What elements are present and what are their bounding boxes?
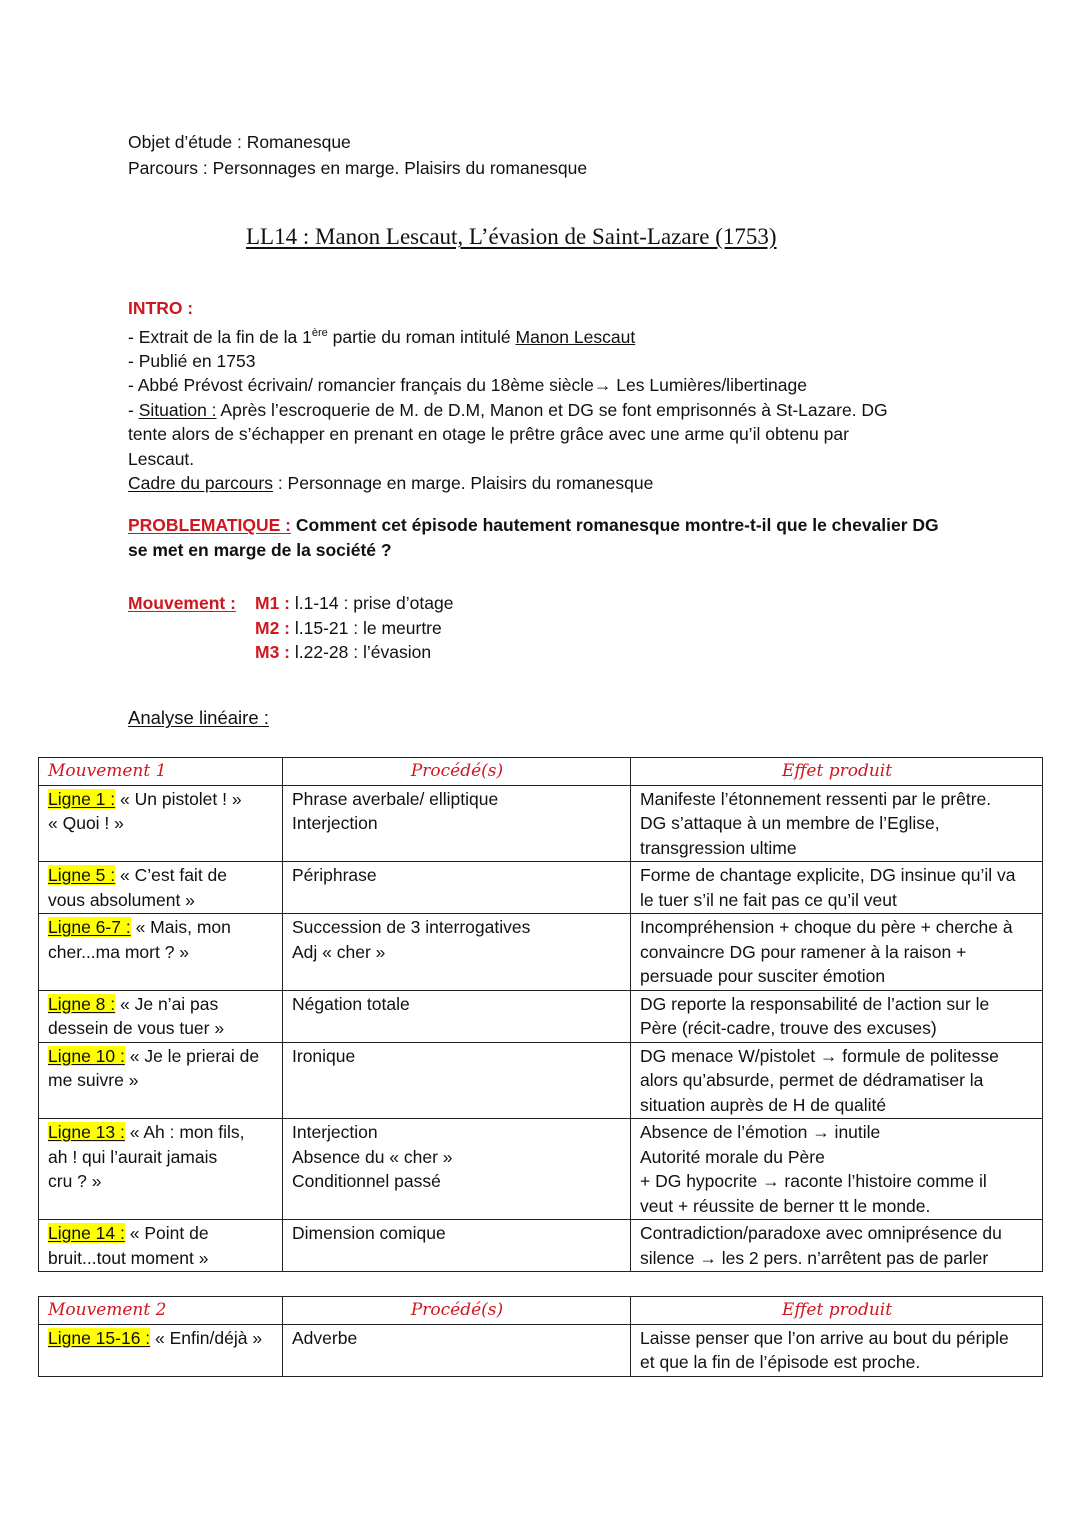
quote: « Ah : mon fils, ah ! qui l’aurait jamais cru ? » xyxy=(48,1122,245,1191)
intro-line-4-dash: - xyxy=(128,399,139,420)
quote: « Point de bruit...tout moment » xyxy=(48,1223,209,1268)
line-ref-cell xyxy=(39,785,283,862)
intro-line-2: - Publié en 1753 xyxy=(128,350,256,371)
procede-cell: Phrase averbale/ elliptique Interjection xyxy=(283,785,631,862)
line-ref-cell xyxy=(39,1042,283,1119)
table-row xyxy=(39,990,1043,1042)
analyse-label: Analyse linéaire : xyxy=(128,707,269,728)
line-ref-cell xyxy=(39,990,283,1042)
table-row xyxy=(39,862,1043,914)
table-row xyxy=(39,1119,1043,1220)
line-ref: Ligne 10 : xyxy=(48,1045,125,1066)
effet-cell: DG menace W/pistolet → formule de politesse alors qu’absurde, permet de dédramatiser la situation auprès de H de qualité xyxy=(631,1042,1043,1119)
parcours-line: Parcours : Personnages en marge. Plaisirs du romanesque xyxy=(128,158,588,178)
table-header-row xyxy=(39,758,1043,786)
effet-cell: Contradiction/paradoxe avec omniprésence du silence → les 2 pers. n’arrêtent pas de parler xyxy=(631,1220,1043,1272)
page-title: LL14 : Manon Lescaut, L’évasion de Saint-Lazare (1753) xyxy=(246,224,777,249)
procede-cell: Interjection Absence du « cher » Conditionnel passé xyxy=(283,1119,631,1220)
line-ref-cell xyxy=(39,1119,283,1220)
table-row xyxy=(39,1324,1043,1376)
line-ref: Ligne 15-16 : xyxy=(48,1327,151,1348)
quote: « Je le prierai de me suivre » xyxy=(48,1045,260,1090)
situation-label: Situation : xyxy=(138,399,217,420)
cadre-label: Cadre du parcours xyxy=(128,473,273,494)
header-effet: Effet produit xyxy=(631,758,1043,786)
procede-cell: Périphrase xyxy=(283,862,631,914)
header-mouvement: Mouvement 2 xyxy=(39,1297,283,1325)
intro-line-1-sup: ère xyxy=(311,326,328,339)
quote: « Mais, mon cher...ma mort ? » xyxy=(48,917,231,962)
intro-line-1-mid: partie du roman intitulé xyxy=(327,326,516,347)
mouvement-list xyxy=(255,591,453,665)
line-ref-cell xyxy=(39,1220,283,1272)
line-ref-cell xyxy=(39,862,283,914)
mouvement-item xyxy=(255,616,453,641)
analysis-table-2 xyxy=(38,1296,1043,1377)
mouvement-code: M3 : xyxy=(255,642,290,662)
procede-cell: Ironique xyxy=(283,1042,631,1119)
effet-cell: Forme de chantage explicite, DG insinue qu’il va le tuer s’il ne fait pas ce qu’il veut xyxy=(631,862,1043,914)
quote: « Enfin/déjà » xyxy=(150,1327,263,1348)
quote: « Un pistolet ! » « Quoi ! » xyxy=(48,788,242,833)
problematique-label: PROBLEMATIQUE : xyxy=(128,515,292,535)
header-mouvement: Mouvement 1 xyxy=(39,758,283,786)
quote: « Je n’ai pas dessein de vous tuer » xyxy=(48,993,225,1038)
table-header-row xyxy=(39,1297,1043,1325)
intro-section xyxy=(128,296,888,496)
procede-cell: Adverbe xyxy=(283,1324,631,1376)
line-ref-cell xyxy=(39,914,283,991)
mouvement-text: l.1-14 : prise d’otage xyxy=(294,593,454,613)
line-ref: Ligne 1 : xyxy=(48,788,116,809)
line-ref: Ligne 5 : xyxy=(48,865,116,885)
table-row xyxy=(39,914,1043,991)
header-procede: Procédé(s) xyxy=(283,1297,631,1325)
line-ref-cell xyxy=(39,1324,283,1376)
cadre-text: : Personnage en marge. Plaisirs du romanesque xyxy=(272,473,654,494)
mouvement-label: Mouvement : xyxy=(128,593,236,613)
cadre-line xyxy=(128,471,888,496)
intro-line-5: tente alors de s’échapper en prenant en otage le prêtre grâce avec une arme qu’il obtenu par xyxy=(128,424,849,445)
line-ref: Ligne 6-7 : xyxy=(48,917,131,937)
mouvement-code: M2 : xyxy=(255,617,290,638)
line-ref: Ligne 13 : xyxy=(48,1122,125,1142)
quote: « C’est fait de vous absolument » xyxy=(48,865,228,910)
analysis-table-1 xyxy=(38,757,1043,1272)
mouvement-item xyxy=(255,591,453,616)
effet-cell: DG reporte la responsabilité de l’action sur le Père (récit-cadre, trouve des excuses) xyxy=(631,990,1043,1042)
intro-line-4 xyxy=(128,398,888,423)
intro-heading: INTRO : xyxy=(128,298,194,318)
effet-cell: Laisse penser que l’on arrive au bout du périple et que la fin de l’épisode est proche. xyxy=(631,1324,1043,1376)
problematique-line-1 xyxy=(128,513,939,538)
table-row xyxy=(39,785,1043,862)
intro-line-3: - Abbé Prévost écrivain/ romancier français du 18ème siècle→ Les Lumières/libertinage xyxy=(128,375,807,396)
header-procede: Procédé(s) xyxy=(283,758,631,786)
problematique-line-2: se met en marge de la société ? xyxy=(128,539,392,560)
line-ref: Ligne 8 : xyxy=(48,993,116,1014)
mouvement-text: l.15-21 : le meurtre xyxy=(294,617,442,638)
effet-cell: Absence de l’émotion → inutile Autorité morale du Père + DG hypocrite → raconte l’histoire comme il veut + réussite de berner tt le monde. xyxy=(631,1119,1043,1220)
mouvement-text: l.22-28 : l’évasion xyxy=(294,642,432,662)
effet-cell: Incompréhension + choque du père + cherche à convaincre DG pour ramener à la raison + persuade pour susciter émotion xyxy=(631,914,1043,991)
book-title: Manon Lescaut xyxy=(515,326,636,347)
mouvement-code: M1 : xyxy=(255,593,290,613)
object-of-study: Objet d’étude : Romanesque xyxy=(128,132,351,152)
procede-cell: Dimension comique xyxy=(283,1220,631,1272)
header-effet: Effet produit xyxy=(631,1297,1043,1325)
procede-cell: Négation totale xyxy=(283,990,631,1042)
problematique-text-1: Comment cet épisode hautement romanesque montre-t-il que le chevalier DG xyxy=(291,515,939,535)
table-row xyxy=(39,1220,1043,1272)
line-ref: Ligne 14 : xyxy=(48,1223,125,1243)
mouvement-item xyxy=(255,640,453,665)
intro-line-1-prefix: - Extrait de la fin de la 1 xyxy=(128,326,312,347)
problematique-section xyxy=(128,513,939,562)
effet-cell: Manifeste l’étonnement ressenti par le prêtre. DG s’attaque à un membre de l’Eglise, transgression ultime xyxy=(631,785,1043,862)
intro-line-1 xyxy=(128,321,888,349)
situation-text: Après l’escroquerie de M. de D.M, Manon et DG se font emprisonnés à St-Lazare. DG xyxy=(216,399,888,420)
table-row xyxy=(39,1042,1043,1119)
intro-line-6: Lescaut. xyxy=(128,448,195,469)
procede-cell: Succession de 3 interrogatives Adj « cher » xyxy=(283,914,631,991)
